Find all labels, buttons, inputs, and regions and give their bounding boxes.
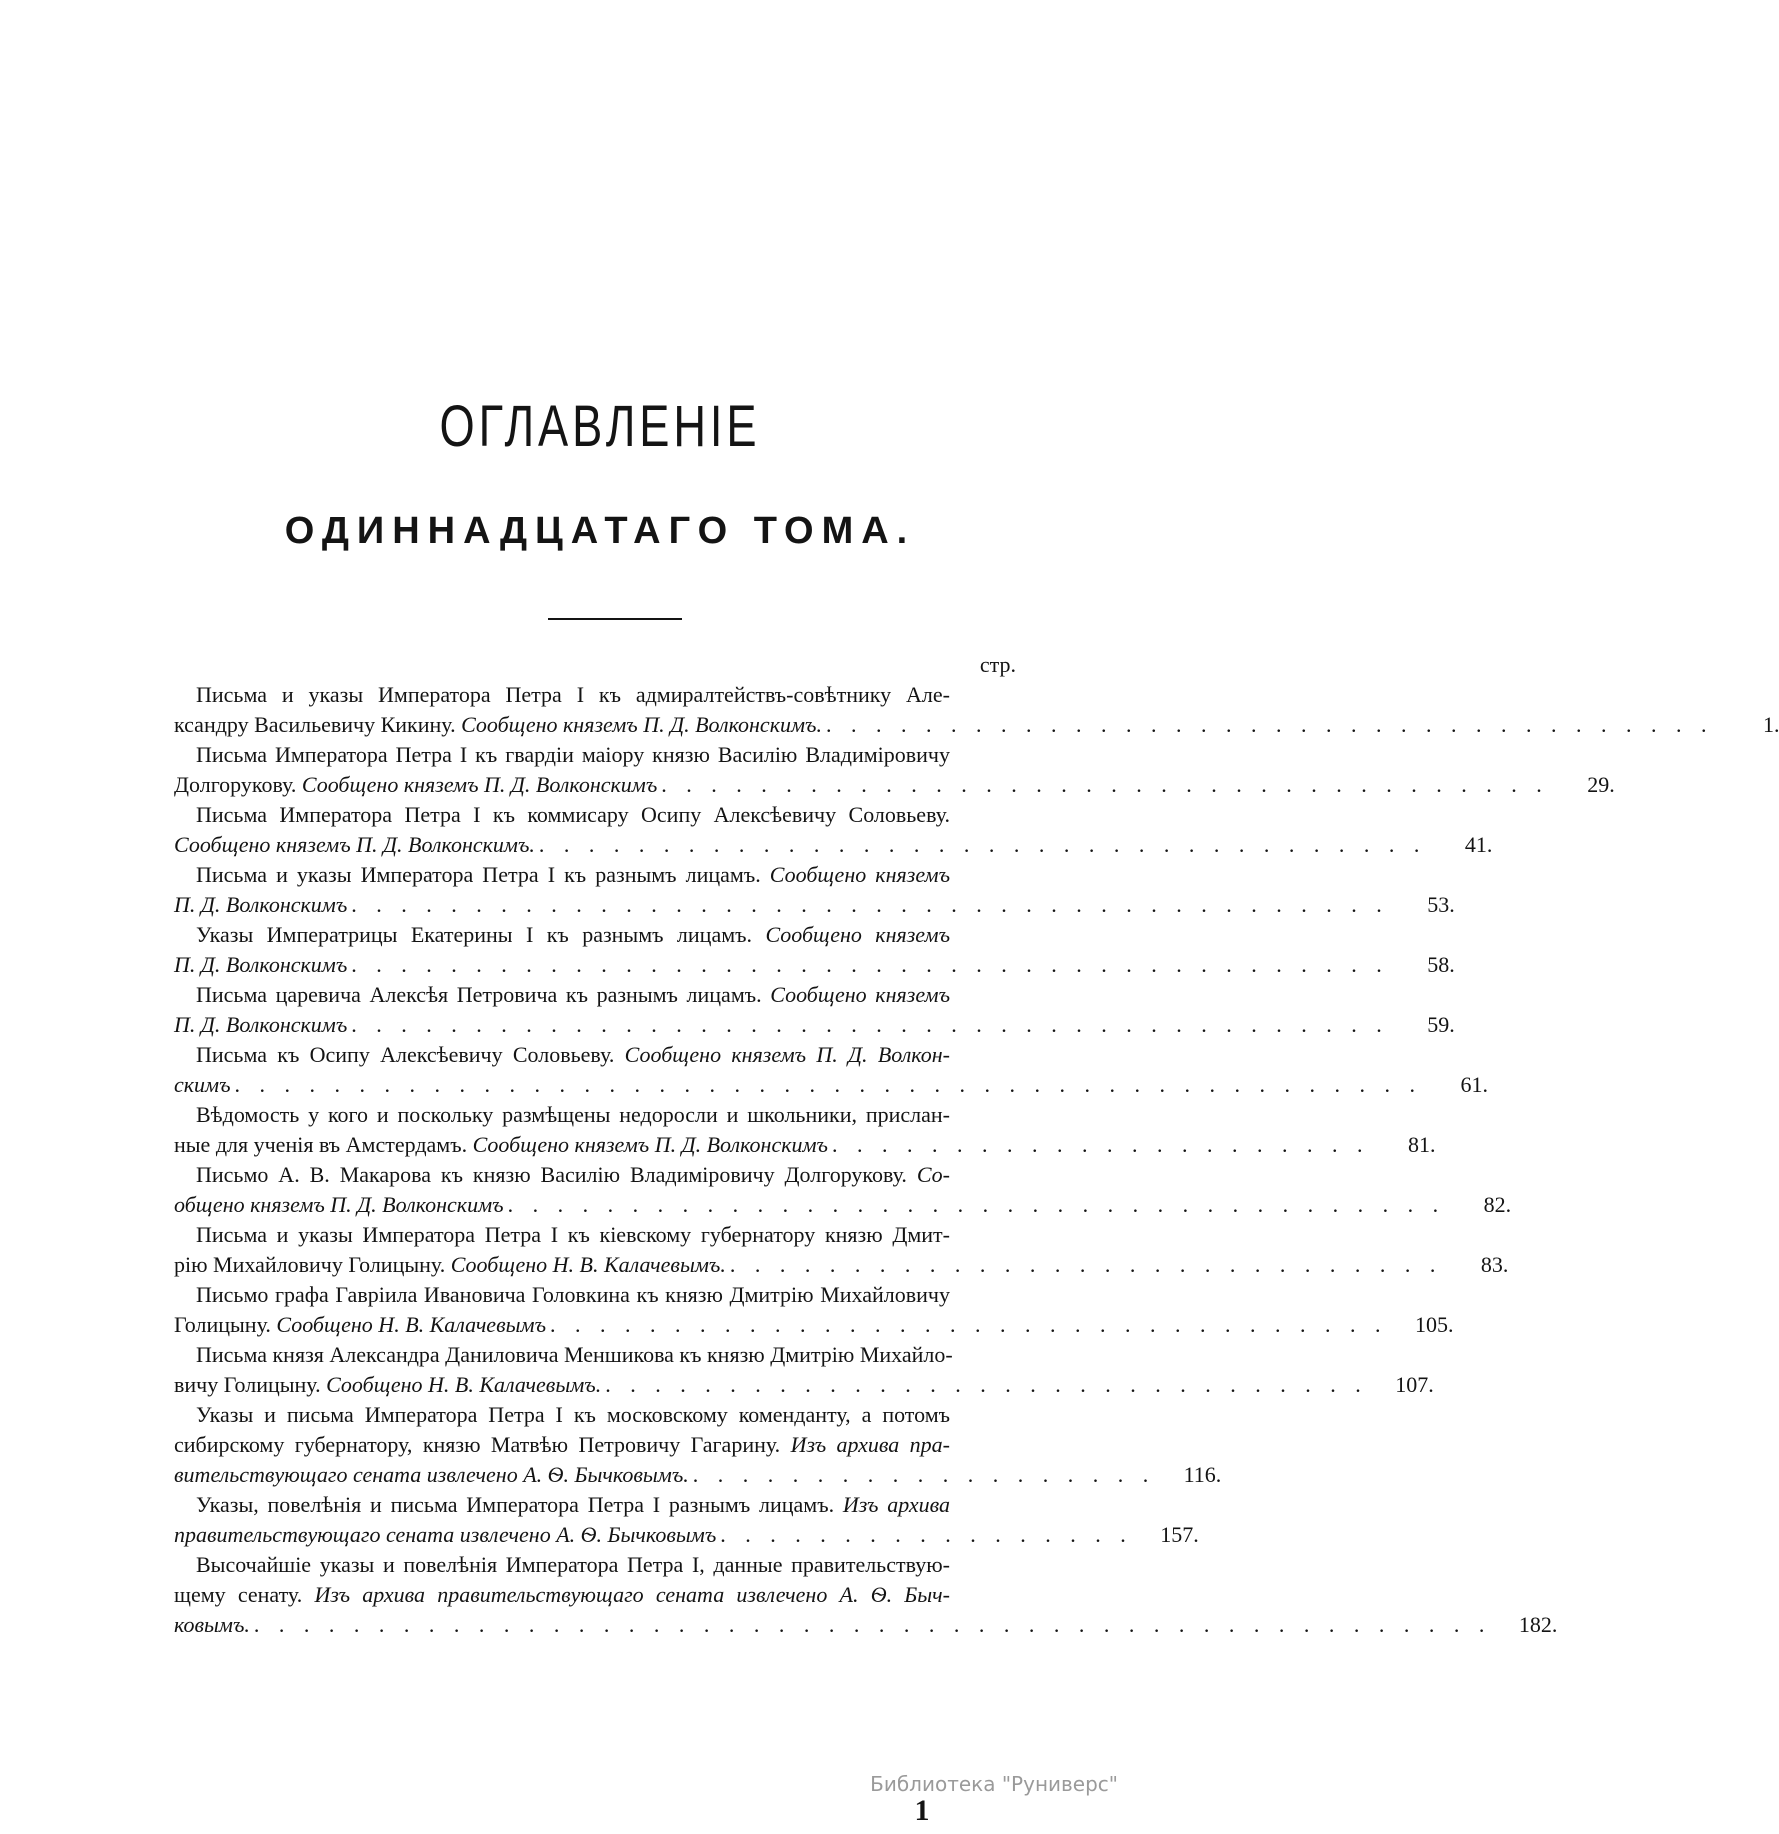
toc-entry-text: Долгорукову.	[174, 772, 302, 797]
toc-entry-line	[174, 860, 1016, 890]
toc-entry-source: Сообщено княземъ	[769, 862, 950, 887]
toc-page-number: 83.	[1480, 1252, 1509, 1277]
toc-entry-source: П. Д. Волконскимъ	[174, 1012, 348, 1037]
toc-entry-last-line	[174, 1460, 1222, 1490]
toc-page-number: 58.	[1427, 952, 1455, 977]
toc-entry[interactable]	[174, 980, 1455, 1040]
toc-page-number: 105.	[1414, 1312, 1454, 1337]
toc-entry-last-line	[174, 1070, 1489, 1100]
toc-entry-line: Письма князя Александра Даниловича Меншикова къ князю Дмитрію Михайло-	[196, 1342, 953, 1367]
toc-entry-last-line	[174, 1370, 1434, 1400]
toc-entry-last-line	[174, 830, 1493, 860]
toc-entry-last-line	[174, 950, 1455, 980]
toc-entry-line	[174, 1040, 1016, 1070]
toc-entry-line: Письма и указы Императора Петра I къ кіевскому губернатору князю Дмит-	[196, 1222, 950, 1247]
dot-leader: . . . . . . . . . . . . . . . . . . . . . . . . . . . . . . . . . . . . . . . . . .	[351, 892, 1389, 917]
toc-entry[interactable]	[174, 740, 1615, 800]
toc-entry-text: ные для ученія въ Амстердамъ.	[174, 1132, 473, 1157]
toc-page-number: 182.	[1518, 1612, 1558, 1637]
toc-entry-last-line	[174, 710, 1779, 740]
toc-entry-source: Изъ архива	[842, 1492, 950, 1517]
toc-entry-source: Сообщено княземъ	[765, 922, 950, 947]
toc-entry-line	[174, 980, 1016, 1010]
toc-entry[interactable]	[174, 1220, 1509, 1280]
toc-page-number: 59.	[1427, 1012, 1455, 1037]
dot-leader: . . . . . . . . . . . . . . . . . . . . . . . . . . . . . . . . . . . .	[661, 772, 1549, 797]
toc-entry-line	[174, 920, 1016, 950]
toc-entry-line: Письма Императора Петра I къ коммисару Осипу Алексѣевичу Соловьеву.	[196, 802, 950, 827]
toc-page-number: 61.	[1460, 1072, 1489, 1097]
toc-entry-text: Письма и указы Императора Петра I къ разнымъ лицамъ.	[196, 862, 770, 887]
toc-entry-source: Сообщено княземъ П. Д. Волкон-	[624, 1042, 950, 1067]
toc-page-number: 41.	[1464, 832, 1493, 857]
dot-leader: . . . . . . . . . . . . . . . . . . . . . . . . . . . . . . . . . . . . . . . . . .	[351, 1012, 1389, 1037]
toc-entry-last-line	[174, 1610, 1558, 1640]
toc-entry-line: Высочайшіе указы и повелѣнія Императора Петра I, данные правительствую-	[196, 1552, 950, 1577]
toc-entry[interactable]	[174, 1160, 1512, 1220]
dot-leader: . . . . . . . . . . . . . . . . . . . . . . . . . . . . . . . . . . . .	[538, 832, 1427, 857]
toc-page-number: 107.	[1395, 1372, 1434, 1397]
toc-entry[interactable]	[174, 1490, 1199, 1550]
toc-entry-text: Указы Императрицы Екатерины I къ разнымъ лицамъ.	[196, 922, 766, 947]
toc-entry-source: ковымъ.	[174, 1612, 250, 1637]
toc-entry-last-line	[174, 1190, 1512, 1220]
toc-entry-last-line	[174, 1310, 1454, 1340]
toc-entry-line	[174, 1430, 1016, 1460]
toc-entry-line	[174, 1160, 1016, 1190]
dot-leader: . . . . . . . . . . . . . . . . . . . . . . . . . . . . . . . . . . . . . . . . . . . . . . . .	[234, 1072, 1423, 1097]
dot-leader: . . . . . . . . . . . . . . . . . . . . . .	[831, 1132, 1370, 1157]
toc-entry-text: Письмо А. В. Макарова къ князю Василію Владиміровичу Долгорукову.	[196, 1162, 917, 1187]
toc-entry-text: сибирскому губернатору, князю Матвѣю Петровичу Гагарину.	[174, 1432, 791, 1457]
toc-page-number: 1.	[1762, 712, 1779, 737]
toc-entry-source: Сообщено Н. В. Калачевымъ.	[326, 1372, 602, 1397]
toc-entry-source: скимъ	[174, 1072, 231, 1097]
toc-page-number: 157.	[1160, 1522, 1199, 1547]
toc-entry[interactable]	[174, 1550, 1558, 1640]
toc-entry[interactable]	[174, 1100, 1436, 1160]
toc-page-number: 29.	[1587, 772, 1615, 797]
title-divider	[548, 618, 682, 620]
toc-entry[interactable]	[174, 1040, 1489, 1100]
toc-entry[interactable]	[174, 1340, 1434, 1400]
dot-leader: . . . . . . . . . . . . . . . . . . . . . . . . . . . . . . . . . .	[549, 1312, 1388, 1337]
page-column-label: стр.	[979, 652, 1016, 677]
toc-entry-line	[174, 1580, 1016, 1610]
toc-entry-text: Указы, повелѣнія и письма Императора Петра I разнымъ лицамъ.	[196, 1492, 843, 1517]
toc-entry-text: ксандру Васильевичу Кикину.	[174, 712, 462, 737]
toc-entry-line: Указы и письма Императора Петра I къ московскому коменданту, а потомъ	[196, 1402, 950, 1427]
toc-entry-text: вичу Голицыну.	[174, 1372, 327, 1397]
dot-leader: . . . . . . . . . . . . . . . . . . . . . . . . . . . . . . .	[605, 1372, 1368, 1397]
dot-leader: . . . . . . . . . . . . . . . . . . . . . . . . . . . . .	[729, 1252, 1443, 1277]
toc-entry-source: Изъ архива правительствующаго сената извлечено А. Ѳ. Быч-	[314, 1582, 951, 1607]
toc-entry-source: Сообщено княземъ П. Д. Волконскимъ.	[174, 832, 535, 857]
page-title: ОГЛАВЛЕНІЕ	[439, 394, 761, 459]
toc-entry[interactable]	[174, 860, 1455, 920]
toc-entry-text: щему сенату.	[174, 1582, 315, 1607]
toc-entry-source: П. Д. Волконскимъ	[174, 952, 348, 977]
dot-leader: . . . . . . . . . . . . . . . . . . .	[692, 1462, 1156, 1487]
toc-entry-last-line	[174, 1250, 1509, 1280]
toc-entry[interactable]	[174, 1280, 1454, 1340]
toc-entry-source: Сообщено Н. В. Калачевымъ.	[450, 1252, 726, 1277]
toc-entry-source: вительствующаго сената извлечено А. Ѳ. Бычковымъ.	[174, 1462, 689, 1487]
toc-entry-line: Письмо графа Гавріила Ивановича Головкина къ князю Дмитрію Михайловичу	[196, 1282, 950, 1307]
toc-entry-last-line	[174, 770, 1615, 800]
library-watermark: Библиотека "Руниверс"	[870, 1772, 1118, 1796]
dot-leader: . . . . . . . . . . . . . . . . . . . . . . . . . . . . . . . . . . . . . . . . . .	[351, 952, 1389, 977]
toc-entry-last-line	[174, 1130, 1436, 1160]
toc-page-number: 116.	[1183, 1462, 1222, 1487]
toc-page-number: 82.	[1483, 1192, 1512, 1217]
toc-entry[interactable]	[174, 920, 1455, 980]
toc-entry-source: Со-	[916, 1162, 950, 1187]
toc-entry-last-line	[174, 1520, 1199, 1550]
toc-entry-source: общено княземъ П. Д. Волконскимъ	[174, 1192, 504, 1217]
toc-entry-line	[174, 1490, 1016, 1520]
toc-entry-text: Письма царевича Алексѣя Петровича къ разнымъ лицамъ.	[196, 982, 771, 1007]
toc-page-number: 81.	[1407, 1132, 1436, 1157]
toc-entry-source: правительствующаго сената извлечено А. Ѳ. Бычковымъ	[174, 1522, 717, 1547]
dot-leader: . . . . . . . . . . . . . . . . . . . . . . . . . . . . . . . . . . . .	[825, 712, 1714, 737]
toc-entry-text: Письма къ Осипу Алексѣевичу Соловьеву.	[196, 1042, 625, 1067]
toc-entry-text: рію Михайловичу Голицыну.	[174, 1252, 451, 1277]
toc-page-number: 53.	[1427, 892, 1455, 917]
dot-leader: . . . . . . . . . . . . . . . . .	[720, 1522, 1133, 1547]
dot-leader: . . . . . . . . . . . . . . . . . . . . . . . . . . . . . . . . . . . . . . . . . . . . . . . . . .	[253, 1612, 1492, 1637]
toc-entry-text: Голицыну.	[174, 1312, 277, 1337]
toc-entry-source: Сообщено Н. В. Калачевымъ	[276, 1312, 546, 1337]
toc-entry-last-line	[174, 890, 1455, 920]
table-of-contents	[174, 680, 1779, 1640]
toc-entry-source: П. Д. Волконскимъ	[174, 892, 348, 917]
toc-entry-source: Сообщено княземъ П. Д. Волконскимъ.	[461, 712, 822, 737]
toc-entry[interactable]	[174, 1400, 1222, 1490]
toc-entry-line: Письма и указы Императора Петра I къ адмиралтействъ-совѣтнику Але-	[196, 682, 950, 707]
toc-entry-source: Сообщено княземъ	[770, 982, 950, 1007]
page-subtitle: ОДИННАДЦАТАГО ТОМА.	[284, 510, 916, 552]
dot-leader: . . . . . . . . . . . . . . . . . . . . . . . . . . . . . . . . . . . . . .	[507, 1192, 1446, 1217]
toc-entry[interactable]	[174, 680, 1779, 740]
page-folio-number: 1	[914, 1794, 930, 1827]
toc-entry-last-line	[174, 1010, 1455, 1040]
toc-entry[interactable]	[174, 800, 1493, 860]
toc-entry-source: Сообщено княземъ П. Д. Волконскимъ	[301, 772, 658, 797]
toc-entry-line: Письма Императора Петра I къ гвардіи маіору князю Василію Владиміровичу	[196, 742, 950, 767]
toc-entry-source: Изъ архива пра-	[790, 1432, 950, 1457]
toc-entry-line: Вѣдомость у кого и поскольку размѣщены недоросли и школьники, прислан-	[196, 1102, 950, 1127]
toc-entry-source: Сообщено княземъ П. Д. Волконскимъ	[472, 1132, 828, 1157]
